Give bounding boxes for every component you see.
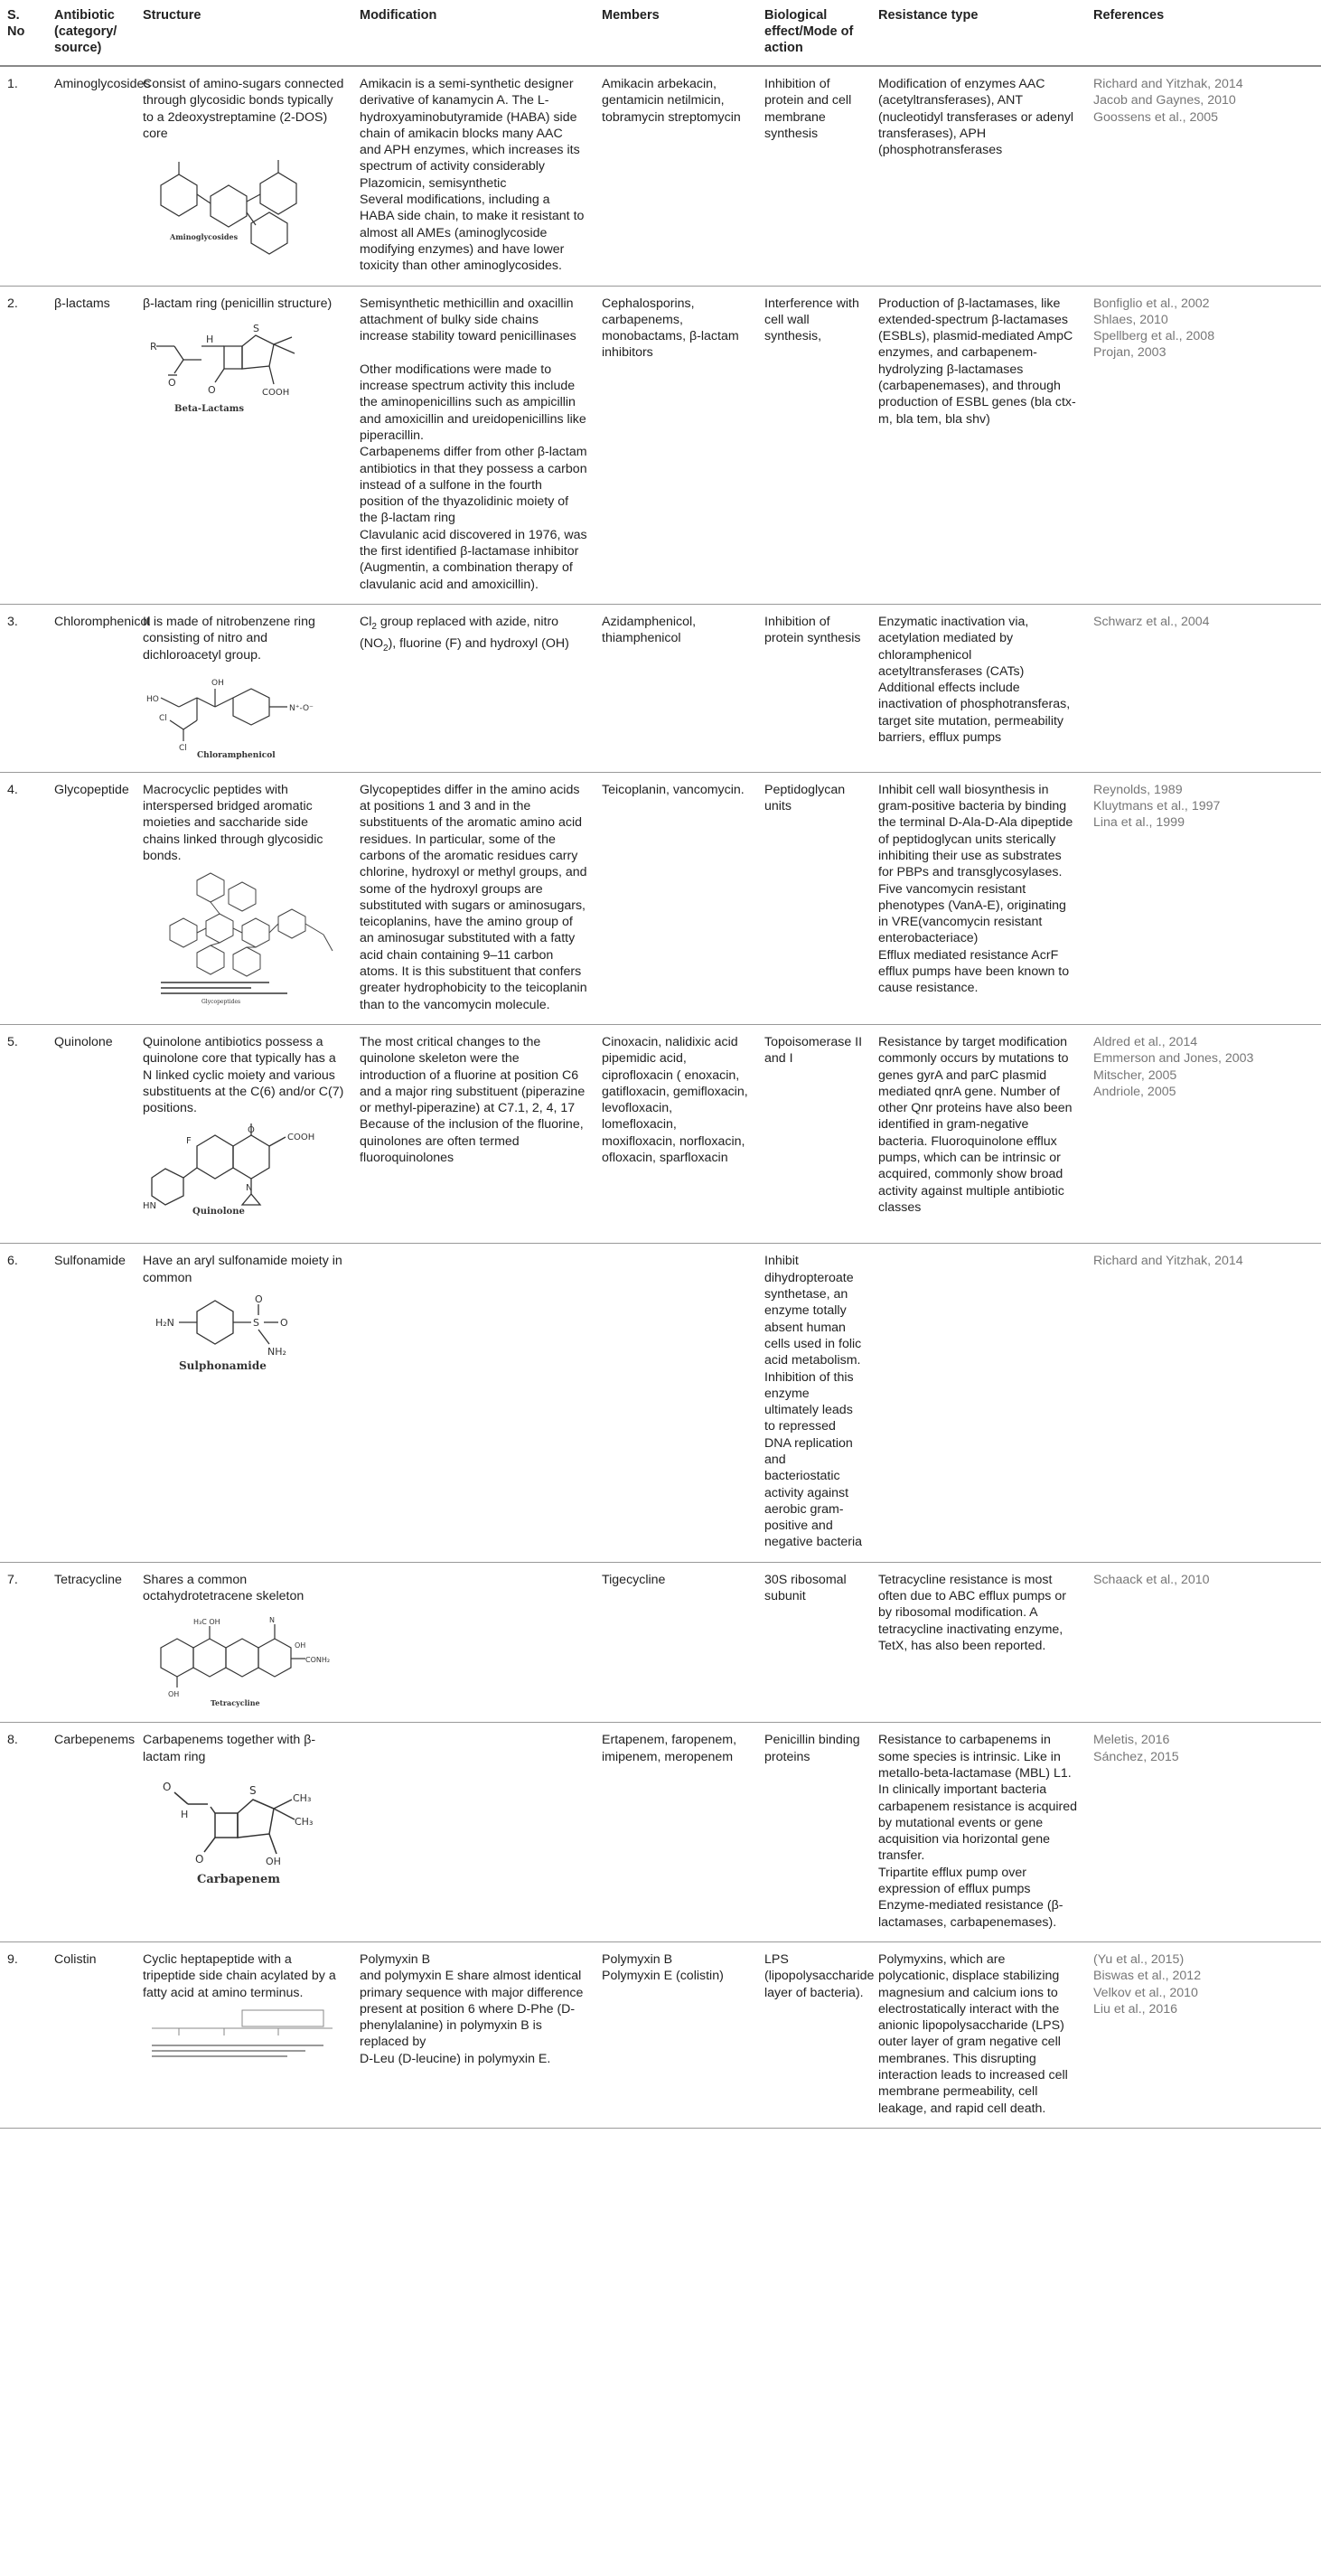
beta-lactam-structure-image	[143, 319, 323, 418]
svg-text:O: O	[163, 1780, 172, 1793]
row-antibiotic: Sulfonamide	[47, 1244, 136, 1562]
row-modification: Amikacin is a semi-synthetic designer derivative of kanamycin A. The L-hydroxyaminobutyramide (HABA) side chain of amikacin blocks many AAC and APH enzymes, which increases its spectrum of activity considerably Plazomicin, semisynthetic Several modifications, including a HABA side chain, to make it resistant to almost all AMEs (aminoglycoside modifying enzymes) and have lower toxicity than other aminoglycosides.	[352, 66, 595, 286]
row-members: Cinoxacin, nalidixic acid pipemidic acid, ciprofloxacin ( enoxacin, gatifloxacin, gemifloxacin, levofloxacin, lomefloxacin, moxifloxacin, norfloxacin, ofloxacin, sparfloxacin	[595, 1024, 757, 1243]
svg-text:HO: HO	[146, 694, 159, 704]
header-members: Members	[595, 0, 757, 66]
row-modification	[352, 1562, 595, 1723]
row-members: Polymyxin B Polymyxin E (colistin)	[595, 1941, 757, 2128]
svg-text:H₂N: H₂N	[155, 1317, 174, 1330]
row-modification: Semisynthetic methicillin and oxacillin attachment of bulky side chains increase stability toward penicillinases Other modifications were made to increase spectrum activity this include the aminopenicillins such as ampicillin and amoxicillin and ureidopenicillins like piperacillin. Carbapenems differ from other β-lactam antibiotics in that they possess a carbon instead of a sulfone in the fourth position of the thyazolidinic moiety of the β-lactam ring Clavulanic acid discovered in 1976, was the first identified β-lactamase inhibitor (Augmentin, a combination therapy of clavulanic acid and amoxicillin).	[352, 286, 595, 604]
row-references: Aldred et al., 2014 Emmerson and Jones, 2003 Mitscher, 2005 Andriole, 2005	[1086, 1024, 1321, 1243]
row-antibiotic: Colistin	[47, 1941, 136, 2128]
glycopeptide-structure-image	[143, 871, 342, 1007]
row-structure	[136, 1562, 352, 1723]
row-references: Schaack et al., 2010	[1086, 1562, 1321, 1723]
row-sno: 6.	[0, 1244, 47, 1562]
row-members: Azidamphenicol, thiamphenicol	[595, 604, 757, 772]
tetracycline-label: Tetracycline	[211, 1698, 260, 1708]
row-resistance: Inhibit cell wall biosynthesis in gram-positive bacteria by binding the terminal D-Ala-D-Ala dipeptide of peptidoglycan units sterically inhibiting their use as substrates for PBPs and transglycosylases. Five vancomycin resistant phenotypes (VanA-E), originating in VRE(vancomycin resistant enterobacteriace) Efflux mediated resistance AcrF efflux pumps have been known to cause resistance.	[871, 772, 1086, 1024]
svg-text:CONH₂: CONH₂	[305, 1656, 331, 1665]
row-members: Teicoplanin, vancomycin.	[595, 772, 757, 1024]
row-sno: 3.	[0, 604, 47, 772]
header-row	[0, 0, 1321, 66]
beta-lactam-label: Beta-Lactams	[174, 403, 244, 414]
header-references: References	[1086, 0, 1321, 66]
svg-text:F: F	[186, 1136, 192, 1147]
row-resistance	[871, 1244, 1086, 1562]
row-antibiotic: Carbepenems	[47, 1723, 136, 1942]
svg-text:O: O	[195, 1852, 204, 1866]
svg-text:O: O	[255, 1293, 263, 1306]
svg-text:O: O	[248, 1125, 255, 1136]
row-effect: LPS (lipopolysaccharide layer of bacteria).	[757, 1941, 871, 2128]
row-references: Schwarz et al., 2004	[1086, 604, 1321, 772]
row-resistance: Production of β-lactamases, like extended-spectrum β-lactamases (ESBLs), plasmid-mediated AmpC enzymes, and carbapenem-hydrolyzing β-lactamases (carbapenemases), and through production of ESBL genes (bla ctx-m, bla tem, bla shv)	[871, 286, 1086, 604]
structure-description: Consist of amino-sugars connected through glycosidic bonds typically to a 2deoxystreptamine (2-DOS) core	[143, 77, 344, 141]
header-structure: Structure	[136, 0, 352, 66]
row-structure	[136, 1941, 352, 2128]
svg-text:NH₂: NH₂	[267, 1346, 286, 1359]
svg-text:HN: HN	[143, 1201, 156, 1212]
row-modification: The most critical changes to the quinolone skeleton were the introduction of a fluorine at position C6 and a major ring substituent (piperazine or methyl-piperazine) at C7.1, 2, 4, 17 Because of the inclusion of the fluorine, quinolones are often termed fluoroquinolones	[352, 1024, 595, 1243]
svg-text:CH₃: CH₃	[293, 1791, 312, 1804]
row-effect: Interference with cell wall synthesis,	[757, 286, 871, 604]
svg-text:COOH: COOH	[262, 387, 290, 398]
row-effect: Inhibit dihydropteroate synthetase, an enzyme totally absent human cells used in folic acid metabolism. Inhibition of this enzyme ultimately leads to repressed DNA replication and bacteriostatic activity against aerobic gram-positive and negative bacteria	[757, 1244, 871, 1562]
row-members: Cephalosporins, carbapenems, monobactams, β-lactam inhibitors	[595, 286, 757, 604]
row-effect: 30S ribosomal subunit	[757, 1562, 871, 1723]
row-modification	[352, 1244, 595, 1562]
sulphonamide-label: Sulphonamide	[179, 1359, 267, 1373]
header-modification: Modification	[352, 0, 595, 66]
row-modification: $Cl_2$ group replaced with azide, nitro $(NO_2)$, fluorine (F) and hydroxyl (OH)	[352, 604, 595, 772]
row-effect: Inhibition of protein synthesis	[757, 604, 871, 772]
row-structure	[136, 1723, 352, 1942]
row-references: Bonfiglio et al., 2002 Shlaes, 2010 Spellberg et al., 2008 Projan, 2003	[1086, 286, 1321, 604]
svg-text:COOH: COOH	[287, 1133, 315, 1143]
glycopeptide-label: Glycopeptides	[201, 999, 241, 1006]
table-row	[0, 1723, 1321, 1942]
row-resistance: Tetracycline resistance is most often due to ABC efflux pumps or by ribosomal modification. A tetracycline inactivating enzyme, TetX, has also been reported.	[871, 1562, 1086, 1723]
row-sno: 5.	[0, 1024, 47, 1243]
row-antibiotic: Aminoglycosides	[47, 66, 136, 286]
quinolone-label: Quinolone	[192, 1207, 245, 1217]
row-sno: 4.	[0, 772, 47, 1024]
structure-description: Carbapenems together with β-lactam ring	[143, 1733, 316, 1764]
svg-text:O: O	[280, 1317, 288, 1330]
svg-text:N: N	[269, 1616, 275, 1625]
row-references: Richard and Yitzhak, 2014	[1086, 1244, 1321, 1562]
quinolone-structure-image	[143, 1123, 323, 1232]
svg-text:S: S	[253, 322, 259, 334]
row-references: Reynolds, 1989 Kluytmans et al., 1997 Lina et al., 1999	[1086, 772, 1321, 1024]
svg-text:H: H	[206, 333, 214, 345]
row-antibiotic: Chloromphenicol	[47, 604, 136, 772]
row-references: Meletis, 2016 Sánchez, 2015	[1086, 1723, 1321, 1942]
row-structure	[136, 772, 352, 1024]
row-effect: Peptidoglycan units	[757, 772, 871, 1024]
row-structure	[136, 1024, 352, 1243]
row-sno: 8.	[0, 1723, 47, 1942]
svg-text:OH: OH	[266, 1855, 281, 1867]
row-sno: 9.	[0, 1941, 47, 2128]
row-effect: Topoisomerase II and I	[757, 1024, 871, 1243]
row-antibiotic: β-lactams	[47, 286, 136, 604]
tetracycline-structure-image	[143, 1612, 333, 1711]
row-modification: Polymyxin B and polymyxin E share almost identical primary sequence with major difference present at position 6 where D-Phe (D-phenylalanine) in polymyxin B is replaced by D-Leu (D-leucine) in polymyxin E.	[352, 1941, 595, 2128]
row-structure	[136, 604, 352, 772]
svg-text:O: O	[168, 376, 176, 389]
row-members	[595, 1244, 757, 1562]
structure-description: Have an aryl sulfonamide moiety in common	[143, 1254, 342, 1285]
structure-description: β-lactam ring (penicillin structure)	[143, 296, 333, 311]
row-sno: 2.	[0, 286, 47, 604]
row-sno: 7.	[0, 1562, 47, 1723]
row-references: Richard and Yitzhak, 2014 Jacob and Gaynes, 2010 Goossens et al., 2005	[1086, 66, 1321, 286]
svg-text:Cl: Cl	[179, 743, 187, 753]
table-row	[0, 1024, 1321, 1243]
structure-description: Shares a common octahydrotetracene skeleton	[143, 1572, 304, 1604]
structure-description: It is made of nitrobenzene ring consisting of nitro and dichloroacetyl group.	[143, 614, 315, 663]
table-row	[0, 286, 1321, 604]
sulphonamide-structure-image	[143, 1293, 323, 1375]
carbapenem-structure-image	[143, 1772, 323, 1890]
header-sno: S. No	[0, 0, 47, 66]
header-antibiotic: Antibiotic (category/ source)	[47, 0, 136, 66]
row-modification	[352, 1723, 595, 1942]
row-resistance: Resistance to carbapenems in some species is intrinsic. Like in metallo-beta-lactamase (MBL) L1. In clinically important bacteria carbapenem resistance is acquired by mutational events or gene acquisition via horizontal gene transfer. Tripartite efflux pump over expression of efflux pumps Enzyme-mediated resistance (β-lactamases, carbapenemases).	[871, 1723, 1086, 1942]
svg-text:OH: OH	[168, 1690, 180, 1699]
row-members: Ertapenem, faropenem, imipenem, meropenem	[595, 1723, 757, 1942]
svg-text:N: N	[246, 1183, 253, 1194]
row-effect: Penicillin binding proteins	[757, 1723, 871, 1942]
svg-text:CH₃: CH₃	[295, 1815, 314, 1828]
row-antibiotic: Glycopeptide	[47, 772, 136, 1024]
row-resistance: Resistance by target modification commonly occurs by mutations to genes gyrA and parC plasmid mediated qnrA gene. Number of other Qnr proteins have also been identified in gram-negative bacteria. Fluoroquinolone efflux pumps, which can be intrinsic or acquired, commonly show broad activity against multiple antibiotic classes	[871, 1024, 1086, 1243]
table-row	[0, 604, 1321, 772]
row-modification: Glycopeptides differ in the amino acids at positions 1 and 3 and in the substituents of the aromatic amino acid residues. In particular, some of the carbons of the aromatic residues carry chlorine, hydroxyl or methyl groups, and some of the hydroxyl groups are substituted with sugars or aminosugars, teicoplanins, have the amino group of an aminosugar substituted with a fatty acid chain containing 9–11 carbon atoms. It is this substituent that confers greater hydrophobicity to the teicoplanin than to the vancomycin molecule.	[352, 772, 595, 1024]
row-members: Amikacin arbekacin, gentamicin netilmicin, tobramycin streptomycin	[595, 66, 757, 286]
svg-text:H: H	[181, 1808, 189, 1820]
svg-text:N⁺-O⁻: N⁺-O⁻	[289, 703, 314, 713]
row-sno: 1.	[0, 66, 47, 286]
aminoglycoside-label: Aminoglycosides	[170, 232, 239, 242]
row-members: Tigecycline	[595, 1562, 757, 1723]
table-row	[0, 772, 1321, 1024]
row-antibiotic: Tetracycline	[47, 1562, 136, 1723]
svg-text:R: R	[150, 340, 157, 353]
svg-text:OH: OH	[295, 1641, 306, 1650]
carbapenem-label: Carbapenem	[197, 1872, 280, 1886]
structure-description: Quinolone antibiotics possess a quinolone core that typically has a N linked cyclic moiety and various substituents at the C(6) and/or C(7) positions.	[143, 1034, 344, 1116]
row-resistance: Enzymatic inactivation via, acetylation mediated by chloramphenicol acetyltransferases (CATs) Additional effects include inactivation of phosphotransferas, target site mutation, permeability barriers, efflux pumps	[871, 604, 1086, 772]
row-resistance: Modification of enzymes AAC (acetyltransferases), ANT (nucleotidyl transferases or adenyl transferases), APH (phosphotransferases	[871, 66, 1086, 286]
svg-text:Cl: Cl	[159, 713, 167, 723]
table-row	[0, 66, 1321, 286]
chloramphenicol-label: Chloramphenicol	[197, 750, 276, 760]
colistin-structure-image	[143, 2008, 342, 2063]
row-antibiotic: Quinolone	[47, 1024, 136, 1243]
table-row	[0, 1562, 1321, 1723]
svg-text:OH: OH	[211, 678, 224, 688]
chloramphenicol-structure-image	[143, 671, 342, 761]
svg-text:H₃C OH: H₃C OH	[193, 1618, 220, 1627]
row-resistance: Polymyxins, which are polycationic, displace stabilizing magnesium and calcium ions to electrostatically interact with the anionic lipopolysaccharide (LPS) outer layer of gram negative cell membranes. This disrupting interaction leads to increased cell membrane permeability, cell leakage, and rapid cell death.	[871, 1941, 1086, 2128]
svg-text:S: S	[253, 1317, 259, 1330]
row-effect: Inhibition of protein and cell membrane synthesis	[757, 66, 871, 286]
svg-text:S: S	[249, 1783, 257, 1797]
row-structure	[136, 286, 352, 604]
structure-description: Cyclic heptapeptide with a tripeptide side chain acylated by a fatty acid at amino terminus.	[143, 1951, 336, 2000]
header-effect: Biological effect/Mode of action	[757, 0, 871, 66]
header-resistance: Resistance type	[871, 0, 1086, 66]
row-references: (Yu et al., 2015) Biswas et al., 2012 Velkov et al., 2010 Liu et al., 2016	[1086, 1941, 1321, 2128]
table-row	[0, 1244, 1321, 1562]
structure-description: Macrocyclic peptides with interspersed bridged aromatic moieties and saccharide side chains linked through glycosidic bonds.	[143, 782, 323, 863]
row-structure	[136, 1244, 352, 1562]
aminoglycoside-structure-image	[143, 149, 323, 258]
svg-text:O: O	[208, 383, 216, 396]
table-row	[0, 1941, 1321, 2128]
row-structure	[136, 66, 352, 286]
